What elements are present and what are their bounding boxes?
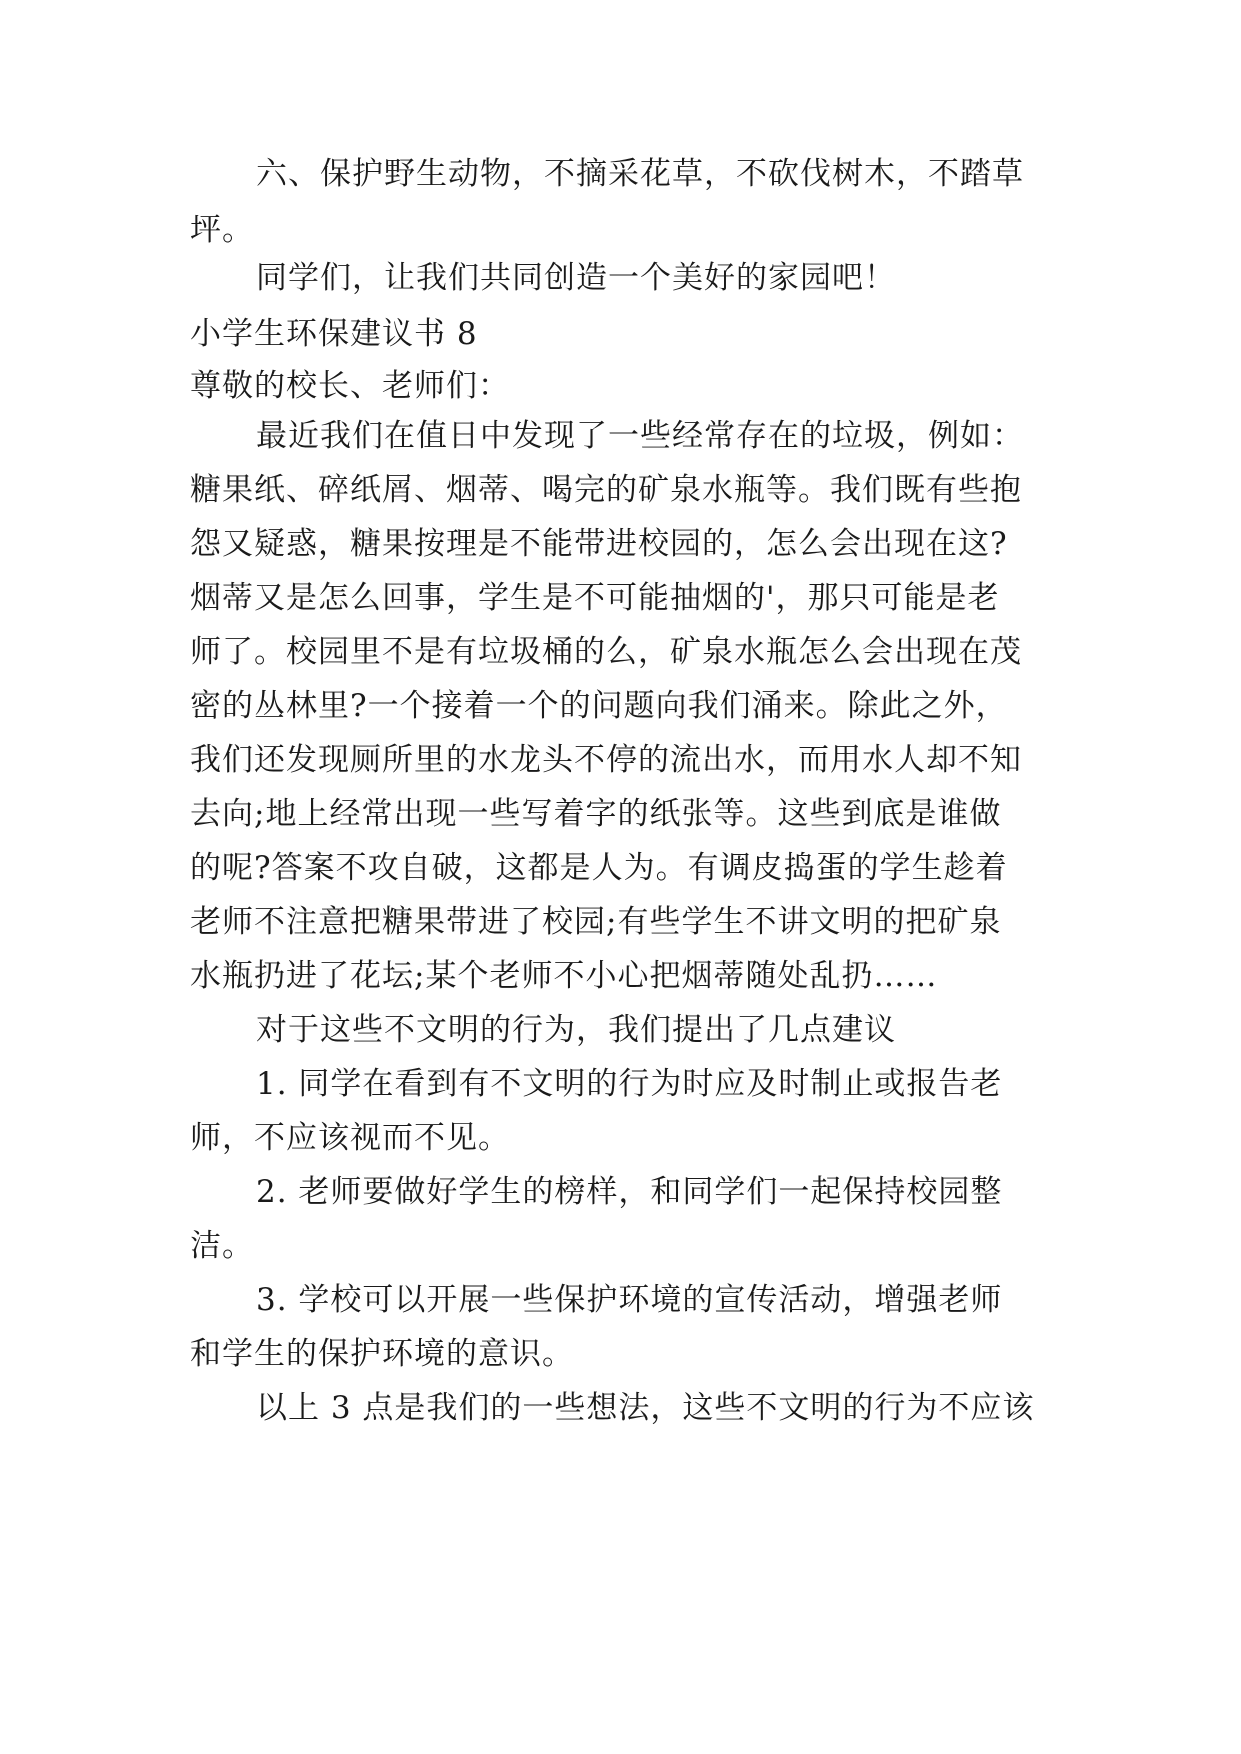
paragraph-line: 同学们，让我们共同创造一个美好的家园吧！ [256, 260, 896, 296]
section-title: 小学生环保建议书 8 [190, 316, 478, 352]
paragraph-line: 水瓶扔进了花坛;某个老师不小心把烟蒂随处乱扔…… [190, 958, 938, 994]
list-item: 2. 老师要做好学生的榜样，和同学们一起保持校园整 [256, 1174, 1003, 1210]
list-item-continuation: 师，不应该视而不见。 [190, 1120, 510, 1156]
salutation: 尊敬的校长、老师们： [190, 368, 510, 404]
paragraph-line: 糖果纸、碎纸屑、烟蒂、喝完的矿泉水瓶等。我们既有些抱 [190, 472, 1022, 508]
paragraph-line: 师了。校园里不是有垃圾桶的么，矿泉水瓶怎么会出现在茂 [190, 634, 1022, 670]
paragraph-line: 怨又疑惑，糖果按理是不能带进校园的，怎么会出现在这? [190, 526, 1008, 562]
paragraph-line: 以上 3 点是我们的一些想法，这些不文明的行为不应该 [256, 1390, 1035, 1426]
paragraph-line: 烟蒂又是怎么回事，学生是不可能抽烟的'，那只可能是老 [190, 580, 1000, 616]
list-item: 3. 学校可以开展一些保护环境的宣传活动，增强老师 [256, 1282, 1003, 1318]
paragraph-line: 坪。 [190, 212, 254, 248]
list-item-continuation: 洁。 [190, 1228, 254, 1264]
list-item: 1. 同学在看到有不文明的行为时应及时制止或报告老 [256, 1066, 1003, 1102]
paragraph-line: 我们还发现厕所里的水龙头不停的流出水，而用水人却不知 [190, 742, 1022, 778]
list-item-continuation: 和学生的保护环境的意识。 [190, 1336, 574, 1372]
paragraph-line: 密的丛林里?一个接着一个的问题向我们涌来。除此之外， [190, 688, 1008, 724]
paragraph-line: 老师不注意把糖果带进了校园;有些学生不讲文明的把矿泉 [190, 904, 1002, 940]
paragraph-line: 六、保护野生动物，不摘采花草，不砍伐树木，不踏草 [256, 156, 1024, 192]
paragraph-line: 去向;地上经常出现一些写着字的纸张等。这些到底是谁做 [190, 796, 1002, 832]
paragraph-line: 最近我们在值日中发现了一些经常存在的垃圾，例如： [256, 418, 1024, 454]
paragraph-line: 的呢?答案不攻自破，这都是人为。有调皮捣蛋的学生趁着 [190, 850, 1008, 886]
paragraph-line: 对于这些不文明的行为，我们提出了几点建议 [256, 1012, 896, 1048]
